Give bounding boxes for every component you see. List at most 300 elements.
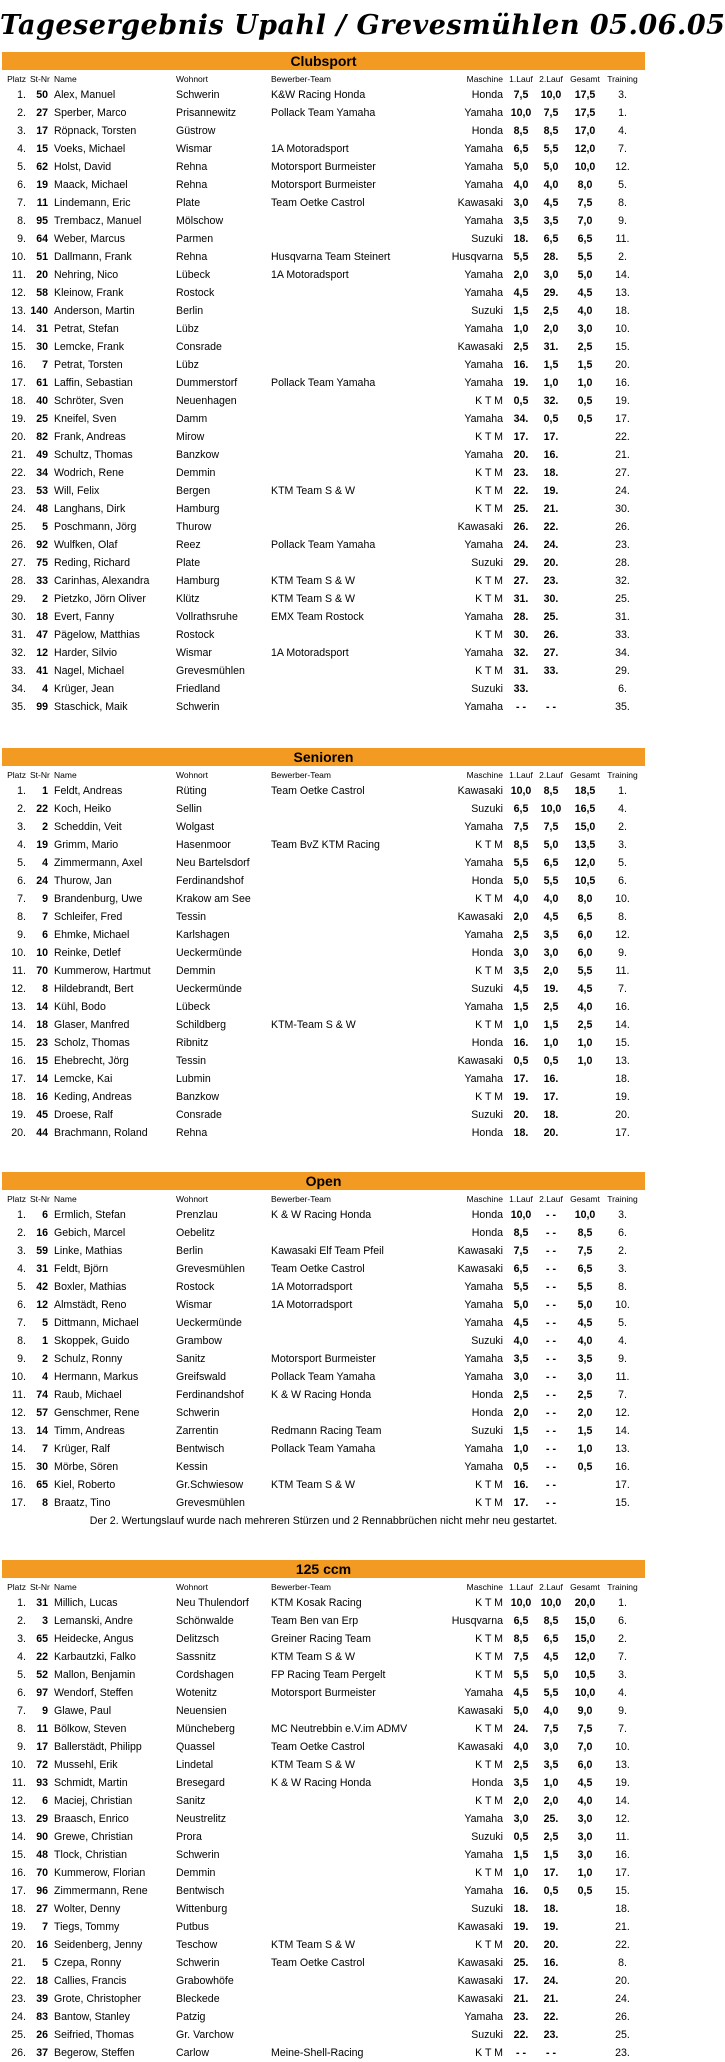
cell-training: 13. xyxy=(615,1443,630,1455)
cell-training: 12. xyxy=(615,929,630,941)
cell-training: 15. xyxy=(615,1497,630,1509)
cell-place: 19. xyxy=(11,1109,26,1121)
cell-machine: K T M xyxy=(475,575,503,587)
cell-race2: 2,5 xyxy=(543,1831,559,1843)
cell-hometown: Schwerin xyxy=(176,701,220,713)
cell-team: KTM Team S & W xyxy=(271,485,355,497)
cell-race2: - - xyxy=(546,2047,556,2059)
cell-total: 5,0 xyxy=(577,269,593,281)
cell-hometown: Damm xyxy=(176,413,208,425)
results-section xyxy=(2,1172,645,1530)
cell-training: 28. xyxy=(615,557,630,569)
cell-total: 15,0 xyxy=(574,1633,596,1645)
cell-machine: Suzuki xyxy=(471,305,503,317)
cell-training: 30. xyxy=(615,503,630,515)
cell-team: Team Oetke Castrol xyxy=(271,785,365,797)
cell-training: 6. xyxy=(618,1615,627,1627)
cell-total: 10,0 xyxy=(574,1209,596,1221)
cell-machine: Kawasaki xyxy=(457,521,503,533)
cell-hometown: Demmin xyxy=(176,1867,216,1879)
cell-start-number: 65 xyxy=(36,1633,48,1645)
column-header-place: Platz xyxy=(7,770,26,780)
cell-machine: K T M xyxy=(475,1759,503,1771)
table-row xyxy=(2,608,645,626)
cell-team xyxy=(271,2026,443,2044)
cell-start-number: 17 xyxy=(36,125,48,137)
cell-rider-name: Grewe, Christian xyxy=(54,1831,133,1843)
cell-team xyxy=(271,998,443,1016)
cell-training: 11. xyxy=(615,965,630,977)
cell-training: 16. xyxy=(615,1001,630,1013)
cell-machine: Honda xyxy=(471,1777,503,1789)
cell-hometown: Tessin xyxy=(176,911,207,923)
cell-race1: 1,5 xyxy=(513,1849,529,1861)
cell-rider-name: Lemcke, Kai xyxy=(54,1073,113,1085)
cell-machine: Yamaha xyxy=(464,1813,503,1825)
cell-machine: K T M xyxy=(475,1651,503,1663)
table-row xyxy=(2,1314,645,1332)
cell-training: 14. xyxy=(615,1795,630,1807)
cell-start-number: 65 xyxy=(36,1479,48,1491)
cell-place: 11. xyxy=(12,269,26,281)
cell-rider-name: Feldt, Andreas xyxy=(54,785,123,797)
cell-machine: Yamaha xyxy=(464,143,503,155)
cell-race1: 5,0 xyxy=(513,1299,529,1311)
column-header-start-number: St-Nr xyxy=(30,74,50,84)
cell-start-number: 5 xyxy=(42,521,48,533)
cell-race2: 17. xyxy=(543,431,559,443)
table-row xyxy=(2,1124,645,1142)
table-row xyxy=(2,392,645,410)
cell-team: KTM Team S & W xyxy=(271,1651,355,1663)
table-row xyxy=(2,1630,645,1648)
cell-hometown: Reez xyxy=(176,539,201,551)
cell-race1: 10,0 xyxy=(510,1597,532,1609)
cell-race2: 16. xyxy=(543,449,559,461)
cell-hometown: Consrade xyxy=(176,341,222,353)
cell-race1: 4,5 xyxy=(513,983,529,995)
cell-race2: 2,0 xyxy=(543,965,559,977)
cell-team: K & W Racing Honda xyxy=(271,1777,372,1789)
cell-team xyxy=(271,1052,443,1070)
cell-machine: K T M xyxy=(475,1091,503,1103)
page-title: Tagesergebnis Upahl / Grevesmühlen 05.06.05 xyxy=(0,10,725,41)
cell-race1: 19. xyxy=(513,1921,529,1933)
section-header: 125 ccm xyxy=(2,1560,645,1578)
cell-start-number: 42 xyxy=(36,1281,48,1293)
cell-race1: 0,5 xyxy=(513,1831,529,1843)
cell-total: 10,0 xyxy=(574,161,596,173)
cell-place: 14. xyxy=(11,1831,26,1843)
cell-training: 20. xyxy=(615,1975,630,1987)
cell-training: 4. xyxy=(618,803,627,815)
cell-start-number: 2 xyxy=(42,821,48,833)
table-row xyxy=(2,428,645,446)
cell-team: 1A Motoradsport xyxy=(271,647,349,659)
cell-total: 0,5 xyxy=(577,395,593,407)
cell-machine: K T M xyxy=(475,839,503,851)
cell-total: 8,5 xyxy=(577,1227,593,1239)
cell-team xyxy=(271,1070,443,1088)
cell-hometown: Carlow xyxy=(176,2047,209,2059)
cell-race1: 24. xyxy=(513,1723,529,1735)
cell-total: 7,5 xyxy=(577,1723,593,1735)
table-row xyxy=(2,1774,645,1792)
table-row xyxy=(2,1224,645,1242)
table-row xyxy=(2,1810,645,1828)
cell-training: 2. xyxy=(618,251,627,263)
column-header-race1: 1.Lauf xyxy=(509,74,533,84)
cell-machine: K T M xyxy=(475,629,503,641)
cell-rider-name: Holst, David xyxy=(54,161,112,173)
cell-rider-name: Pietzko, Jörn Oliver xyxy=(54,593,146,605)
cell-race1: 3,0 xyxy=(513,197,529,209)
cell-place: 10. xyxy=(11,1759,26,1771)
cell-hometown: Rehna xyxy=(176,1127,208,1139)
cell-place: 3. xyxy=(17,1633,26,1645)
table-row xyxy=(2,2026,645,2044)
table-row xyxy=(2,1106,645,1124)
cell-rider-name: Staschick, Maik xyxy=(54,701,128,713)
cell-race1: 4,0 xyxy=(513,1335,529,1347)
cell-machine: K T M xyxy=(475,485,503,497)
cell-race2: 5,0 xyxy=(543,161,559,173)
cell-race1: 20. xyxy=(513,1939,529,1951)
cell-hometown: Lübz xyxy=(176,323,199,335)
cell-start-number: 97 xyxy=(36,1687,48,1699)
cell-start-number: 57 xyxy=(36,1407,48,1419)
cell-team xyxy=(271,1034,443,1052)
column-header-team: Bewerber-Team xyxy=(271,1582,331,1592)
cell-race2: 5,0 xyxy=(543,839,559,851)
cell-total: 1,0 xyxy=(577,1867,593,1879)
cell-team xyxy=(271,500,443,518)
cell-rider-name: Kleinow, Frank xyxy=(54,287,124,299)
cell-total xyxy=(566,626,604,644)
cell-race2: 4,5 xyxy=(543,1651,559,1663)
table-row xyxy=(2,1648,645,1666)
column-header-training: Training xyxy=(607,770,638,780)
cell-race2: 1,0 xyxy=(543,1777,559,1789)
column-header-start-number: St-Nr xyxy=(30,1194,50,1204)
cell-hometown: Hamburg xyxy=(176,503,220,515)
cell-hometown: Schwerin xyxy=(176,1849,220,1861)
cell-rider-name: Röpnack, Torsten xyxy=(54,125,137,137)
cell-training: 19. xyxy=(615,1091,630,1103)
cell-place: 4. xyxy=(17,143,26,155)
cell-race1: 4,0 xyxy=(513,1741,529,1753)
cell-start-number: 10 xyxy=(36,947,48,959)
cell-race2: 10,0 xyxy=(540,1597,562,1609)
column-header-start-number: St-Nr xyxy=(30,1582,50,1592)
cell-start-number: 20 xyxy=(36,269,48,281)
cell-team xyxy=(271,284,443,302)
cell-hometown: Wolgast xyxy=(176,821,215,833)
cell-team xyxy=(271,872,443,890)
cell-team xyxy=(271,1494,443,1512)
cell-race1: 6,5 xyxy=(513,803,529,815)
cell-rider-name: Millich, Lucas xyxy=(54,1597,118,1609)
cell-rider-name: Boxler, Mathias xyxy=(54,1281,127,1293)
cell-place: 22. xyxy=(11,467,26,479)
cell-machine: K T M xyxy=(475,665,503,677)
cell-place: 3. xyxy=(17,821,26,833)
cell-training: 32. xyxy=(615,575,630,587)
cell-start-number: 15 xyxy=(36,143,48,155)
cell-team xyxy=(271,662,443,680)
cell-machine: K T M xyxy=(475,1597,503,1609)
cell-race1: 3,5 xyxy=(513,215,529,227)
table-row xyxy=(2,284,645,302)
cell-race1: 5,5 xyxy=(513,857,529,869)
cell-total xyxy=(566,1476,604,1494)
cell-hometown: Müncheberg xyxy=(176,1723,235,1735)
cell-hometown: Ferdinandshof xyxy=(176,875,244,887)
cell-race1: 24. xyxy=(513,539,529,551)
column-header-race2: 2.Lauf xyxy=(539,1582,563,1592)
column-header-row xyxy=(2,1580,645,1594)
table-row xyxy=(2,536,645,554)
cell-machine: Yamaha xyxy=(464,1353,503,1365)
cell-training: 12. xyxy=(615,161,630,173)
cell-hometown: Krakow am See xyxy=(176,893,251,905)
cell-machine: Suzuki xyxy=(471,233,503,245)
cell-hometown: Ueckermünde xyxy=(176,1317,242,1329)
cell-place: 11. xyxy=(12,1389,26,1401)
cell-machine: Yamaha xyxy=(464,1073,503,1085)
cell-start-number: 37 xyxy=(36,2047,48,2059)
cell-total: 9,0 xyxy=(577,1705,593,1717)
cell-start-number: 44 xyxy=(36,1127,48,1139)
cell-team xyxy=(271,1314,443,1332)
cell-race2: 1,5 xyxy=(543,359,559,371)
cell-place: 25. xyxy=(11,2029,26,2041)
cell-training: 23. xyxy=(615,2047,630,2059)
cell-start-number: 92 xyxy=(36,539,48,551)
cell-place: 24. xyxy=(11,503,26,515)
table-row xyxy=(2,482,645,500)
cell-place: 16. xyxy=(11,1055,26,1067)
cell-race2: 24. xyxy=(543,1975,559,1987)
cell-hometown: Grevesmühlen xyxy=(176,1497,245,1509)
cell-race1: 3,0 xyxy=(513,1371,529,1383)
cell-place: 23. xyxy=(11,1993,26,2005)
cell-total: 3,0 xyxy=(577,323,593,335)
table-row xyxy=(2,320,645,338)
cell-race1: 1,0 xyxy=(513,323,529,335)
cell-total xyxy=(566,446,604,464)
table-row xyxy=(2,998,645,1016)
table-row xyxy=(2,698,645,716)
table-row xyxy=(2,1828,645,1846)
cell-race1: 16. xyxy=(513,1885,529,1897)
cell-total: 4,5 xyxy=(577,287,593,299)
cell-total: 4,0 xyxy=(577,1795,593,1807)
cell-training: 12. xyxy=(615,1407,630,1419)
column-header-machine: Maschine xyxy=(466,1194,503,1204)
cell-race2: 1,0 xyxy=(543,1037,559,1049)
cell-race1: 5,5 xyxy=(513,1281,529,1293)
cell-machine: Kawasaki xyxy=(457,341,503,353)
cell-team: FP Racing Team Pergelt xyxy=(271,1669,386,1681)
cell-team: MC Neutrebbin e.V.im ADMV xyxy=(271,1723,408,1735)
cell-machine: Suzuki xyxy=(471,2029,503,2041)
cell-hometown: Rostock xyxy=(176,1281,215,1293)
table-row xyxy=(2,926,645,944)
table-row xyxy=(2,230,645,248)
table-row xyxy=(2,1368,645,1386)
cell-race1: 2,0 xyxy=(513,1795,529,1807)
cell-team: Motorsport Burmeister xyxy=(271,161,376,173)
cell-rider-name: Ehmke, Michael xyxy=(54,929,130,941)
cell-team xyxy=(271,1810,443,1828)
cell-team xyxy=(271,1972,443,1990)
cell-race2: 20. xyxy=(543,1127,559,1139)
cell-rider-name: Dallmann, Frank xyxy=(54,251,132,263)
cell-race1: 2,5 xyxy=(513,1389,529,1401)
cell-training: 11. xyxy=(615,1371,630,1383)
cell-rider-name: Lindemann, Eric xyxy=(54,197,131,209)
cell-rider-name: Genschmer, Rene xyxy=(54,1407,140,1419)
cell-team xyxy=(271,1404,443,1422)
cell-team xyxy=(271,1882,443,1900)
cell-start-number: 93 xyxy=(36,1777,48,1789)
cell-rider-name: Skoppek, Guido xyxy=(54,1335,130,1347)
cell-training: 9. xyxy=(618,947,627,959)
cell-hometown: Neu Bartelsdorf xyxy=(176,857,250,869)
cell-hometown: Schwerin xyxy=(176,89,220,101)
cell-start-number: 14 xyxy=(36,1425,48,1437)
cell-race2: - - xyxy=(546,1245,556,1257)
cell-training: 26. xyxy=(615,521,630,533)
section-header: Senioren xyxy=(2,748,645,766)
cell-start-number: 39 xyxy=(36,1993,48,2005)
cell-total xyxy=(566,1972,604,1990)
cell-training: 10. xyxy=(615,1299,630,1311)
cell-start-number: 96 xyxy=(36,1885,48,1897)
cell-training: 18. xyxy=(615,1903,630,1915)
cell-hometown: Cordshagen xyxy=(176,1669,234,1681)
cell-start-number: 26 xyxy=(36,2029,48,2041)
cell-race2: 18. xyxy=(543,1109,559,1121)
cell-hometown: Schönwalde xyxy=(176,1615,234,1627)
cell-race2: 23. xyxy=(543,2029,559,2041)
cell-machine: Yamaha xyxy=(464,377,503,389)
cell-place: 16. xyxy=(11,1867,26,1879)
table-row xyxy=(2,374,645,392)
cell-total: 7,5 xyxy=(577,197,593,209)
cell-race1: 31. xyxy=(513,665,529,677)
cell-hometown: Plate xyxy=(176,197,201,209)
cell-race1: 17. xyxy=(513,1497,529,1509)
cell-rider-name: Schröter, Sven xyxy=(54,395,124,407)
cell-race2: 24. xyxy=(543,539,559,551)
cell-total: 1,5 xyxy=(577,1425,593,1437)
cell-race2: 0,5 xyxy=(543,1885,559,1897)
cell-rider-name: Heidecke, Angus xyxy=(54,1633,134,1645)
cell-team: 1A Motoradsport xyxy=(271,269,349,281)
cell-race1: 2,0 xyxy=(513,911,529,923)
cell-rider-name: Zimmermann, Axel xyxy=(54,857,143,869)
cell-team: KTM Team S & W xyxy=(271,593,355,605)
cell-team: Redmann Racing Team xyxy=(271,1425,382,1437)
cell-place: 7. xyxy=(17,1317,26,1329)
cell-race2: 33. xyxy=(543,665,559,677)
cell-rider-name: Mussehl, Erik xyxy=(54,1759,118,1771)
cell-race1: 16. xyxy=(513,359,529,371)
cell-rider-name: Nehring, Nico xyxy=(54,269,119,281)
cell-team xyxy=(271,1846,443,1864)
cell-training: 6. xyxy=(618,1227,627,1239)
cell-machine: K T M xyxy=(475,1867,503,1879)
cell-race1: 26. xyxy=(513,521,529,533)
cell-team xyxy=(271,818,443,836)
cell-rider-name: Evert, Fanny xyxy=(54,611,115,623)
cell-machine: K T M xyxy=(475,2047,503,2059)
cell-race2: 25. xyxy=(543,611,559,623)
cell-rider-name: Mörbe, Sören xyxy=(54,1461,119,1473)
cell-machine: K T M xyxy=(475,965,503,977)
cell-race2: 3,0 xyxy=(543,269,559,281)
cell-rider-name: Almstädt, Reno xyxy=(54,1299,127,1311)
cell-race2: 19. xyxy=(543,1921,559,1933)
cell-race1: 1,5 xyxy=(513,1425,529,1437)
cell-start-number: 1 xyxy=(42,785,48,797)
cell-total: 15,0 xyxy=(574,821,596,833)
cell-race2: - - xyxy=(546,1479,556,1491)
cell-training: 20. xyxy=(615,359,630,371)
cell-team xyxy=(271,554,443,572)
table-row xyxy=(2,680,645,698)
cell-hometown: Mirow xyxy=(176,431,205,443)
cell-start-number: 25 xyxy=(36,413,48,425)
cell-start-number: 6 xyxy=(42,1209,48,1221)
table-row xyxy=(2,1034,645,1052)
cell-hometown: Hasenmoor xyxy=(176,839,231,851)
cell-start-number: 1 xyxy=(42,1335,48,1347)
cell-machine: K T M xyxy=(475,1019,503,1031)
cell-race1: 2,0 xyxy=(513,1407,529,1419)
cell-training: 2. xyxy=(618,1633,627,1645)
table-row xyxy=(2,1070,645,1088)
cell-race2: 1,0 xyxy=(543,377,559,389)
column-header-hometown: Wohnort xyxy=(176,74,208,84)
cell-place: 10. xyxy=(11,947,26,959)
cell-hometown: Bleckede xyxy=(176,1993,220,2005)
cell-start-number: 19 xyxy=(36,179,48,191)
cell-training: 8. xyxy=(618,1957,627,1969)
cell-total: 7,5 xyxy=(577,1245,593,1257)
cell-start-number: 14 xyxy=(36,1073,48,1085)
cell-total: 10,5 xyxy=(574,875,596,887)
cell-rider-name: Wolter, Denny xyxy=(54,1903,121,1915)
cell-place: 9. xyxy=(17,929,26,941)
table-row xyxy=(2,1972,645,1990)
table-row xyxy=(2,1350,645,1368)
cell-start-number: 5 xyxy=(42,1957,48,1969)
cell-start-number: 61 xyxy=(36,377,48,389)
cell-team: KTM-Team S & W xyxy=(271,1019,356,1031)
cell-team: K & W Racing Honda xyxy=(271,1389,372,1401)
cell-race2: 10,0 xyxy=(540,803,562,815)
cell-rider-name: Kiel, Roberto xyxy=(54,1479,116,1491)
cell-team xyxy=(271,356,443,374)
cell-hometown: Demmin xyxy=(176,965,216,977)
cell-place: 34. xyxy=(11,683,26,695)
cell-race2: 21. xyxy=(543,503,559,515)
cell-training: 25. xyxy=(615,593,630,605)
cell-start-number: 52 xyxy=(36,1669,48,1681)
